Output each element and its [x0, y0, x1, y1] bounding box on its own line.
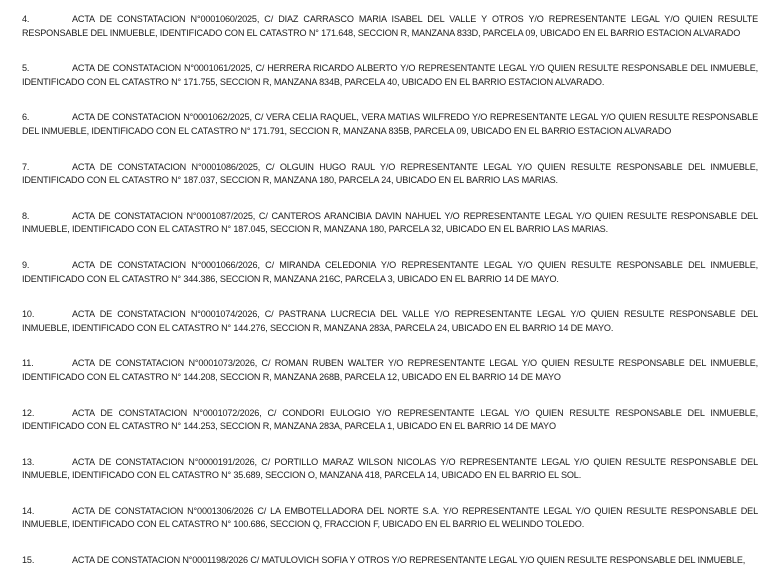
acta-list [22, 13, 758, 568]
entry-text: ACTA DE CONSTATACION N°0001073/2026, C/ ROMAN RUBEN WALTER Y/O REPRESENTANTE LEGAL Y/O QUIEN RESULTE RESPONSABLE DEL INMUEBLE, IDENTIFICADO CON EL CATASTRO N° 144.208, SECCION R, MANZANA 268B, PARCELA 12, UBICADO EN EL BARRIO 14 DE MAYO [22, 358, 758, 382]
acta-entry-14 [22, 505, 758, 532]
entry-number: 7. [22, 161, 30, 172]
entry-number: 5. [22, 63, 30, 74]
acta-entry-8 [22, 210, 758, 237]
acta-entry-10 [22, 308, 758, 335]
acta-entry-6 [22, 111, 758, 138]
entry-number: 15. [22, 555, 35, 566]
entry-text: ACTA DE CONSTATACION N°0001062/2025, C/ VERA CELIA RAQUEL, VERA MATIAS WILFREDO Y/O REPRESENTANTE LEGAL Y/O QUIEN RESULTE RESPONSABLE DEL INMUEBLE, IDENTIFICADO CON EL CATASTRO N° 171.791, SECCION R, MANZANA 835B, PARCELA 09, UBICADO EN EL BARRIO ESTACION ALVARADO [22, 112, 758, 136]
entry-number: 12. [22, 407, 35, 418]
entry-text: ACTA DE CONSTATACION N°0001306/2026 C/ LA EMBOTELLADORA DEL NORTE S.A. Y/O REPRESENTANTE LEGAL Y/O QUIEN RESULTE RESPONSABLE DEL INMUEBLE, IDENTIFICADO CON EL CATASTRO N° 100.686, SECCION Q, FRACCION F, UBICADO EN EL BARRIO EL WELINDO TOLEDO. [22, 505, 758, 530]
entry-text: ACTA DE CONSTATACION N°0001198/2026 C/ MATULOVICH SOFIA Y OTROS Y/O REPRESENTANTE LEGAL Y/O QUIEN RESULTE RESPONSABLE DEL INMUEBLE, [72, 555, 746, 566]
entry-text: ACTA DE CONSTATACION N°0001074/2026, C/ PASTRANA LUCRECIA DEL VALLE Y/O REPRESENTANTE LEGAL Y/O QUIEN RESULTE RESPONSABLE DEL INMUEBLE, IDENTIFICADO CON EL CATASTRO N° 144.276, SECCION R, MANZANA 283A, PARCELA 24, UBICADO EN EL BARRIO 14 DE MAYO. [22, 309, 758, 333]
entry-number: 13. [22, 456, 35, 467]
acta-entry-7 [22, 161, 758, 188]
acta-entry-9 [22, 259, 758, 286]
acta-entry-15 [22, 554, 758, 568]
entry-text: ACTA DE CONSTATACION N°0001061/2025, C/ HERRERA RICARDO ALBERTO Y/O REPRESENTANTE LEGAL Y/O QUIEN RESULTE RESPONSABLE DEL INMUEBLE, IDENTIFICADO CON EL CATASTRO N° 171.755, SECCION R, MANZANA 834B, PARCELA 40, UBICADO EN EL BARRIO ESTACION ALVARADO. [22, 63, 758, 87]
entry-text: ACTA DE CONSTATACION N°0000191/2026, C/ PORTILLO MARAZ WILSON NICOLAS Y/O REPRESENTANTE LEGAL Y/O QUIEN RESULTE RESPONSABLE DEL INMUEBLE, IDENTIFICADO CON EL CATASTRO N° 35.689, SECCION O, MANZANA 418, PARCELA 14, UBICADO EN EL BARRIO EL SOL. [22, 456, 758, 481]
entry-number: 8. [22, 210, 30, 221]
acta-entry-5 [22, 62, 758, 89]
entry-number: 10. [22, 309, 35, 320]
entry-number: 14. [22, 505, 35, 516]
entry-text: ACTA DE CONSTATACION N°0001072/2026, C/ CONDORI EULOGIO Y/O REPRESENTANTE LEGAL Y/O QUIEN RESULTE RESPONSABLE DEL INMUEBLE, IDENTIFICADO CON EL CATASTRO N° 144.253, SECCION R, MANZANA 283A, PARCELA 1, UBICADO EN EL BARRIO 14 DE MAYO [22, 407, 758, 432]
entry-text: ACTA DE CONSTATACION N°0001087/2025, C/ CANTEROS ARANCIBIA DAVIN NAHUEL Y/O REPRESENTANTE LEGAL Y/O QUIEN RESULTE RESPONSABLE DEL INMUEBLE, IDENTIFICADO CON EL CATASTRO N° 187.045, SECCION R, MANZANA 180, PARCELA 32, UBICADO EN EL BARRIO LAS MARIAS. [22, 210, 758, 235]
entry-number: 4. [22, 14, 30, 24]
entry-text: ACTA DE CONSTATACION N°0001066/2026, C/ MIRANDA CELEDONIA Y/O REPRESENTANTE LEGAL Y/O QUIEN RESULTE RESPONSABLE DEL INMUEBLE, IDENTIFICADO CON EL CATASTRO N° 344.386, SECCION R, MANZANA 216C, PARCELA 3, UBICADO EN EL BARRIO 14 DE MAYO. [22, 259, 758, 284]
acta-entry-12 [22, 407, 758, 434]
entry-number: 11. [22, 358, 34, 369]
entry-text: ACTA DE CONSTATACION N°0001060/2025, C/ DIAZ CARRASCO MARIA ISABEL DEL VALLE Y OTROS Y/O REPRESENTANTE LEGAL Y/O QUIEN RESULTE RESPONSABLE DEL INMUEBLE, IDENTIFICADO CON EL CATASTRO N° 171.648, SECCION R, MANZANA 833D, PARCELA 09, UBICADO EN EL BARRIO ESTACION ALVARADO [22, 14, 758, 38]
acta-entry-11 [22, 357, 758, 384]
entry-number: 9. [22, 259, 30, 270]
acta-entry-13 [22, 456, 758, 483]
entry-text: ACTA DE CONSTATACION N°0001086/2025, C/ OLGUIN HUGO RAUL Y/O REPRESENTANTE LEGAL Y/O QUIEN RESULTE RESPONSABLE DEL INMUEBLE, IDENTIFICADO CON EL CATASTRO N° 187.037, SECCION R, MANZANA 180, PARCELA 24, UBICADO EN EL BARRIO LAS MARIAS. [22, 161, 758, 186]
acta-entry-4 [22, 13, 758, 40]
entry-number: 6. [22, 112, 30, 123]
